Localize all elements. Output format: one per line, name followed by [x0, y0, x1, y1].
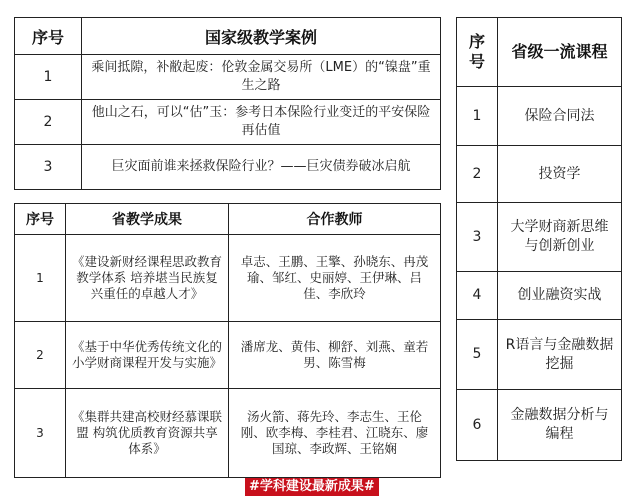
table-header-row: [15, 204, 441, 235]
provincial-first-class-courses-table: [456, 17, 622, 461]
table-row: [15, 55, 441, 100]
table-row: [457, 203, 622, 272]
table-header-row: [15, 18, 441, 55]
row-number: 1: [457, 87, 498, 146]
row-number: 6: [457, 390, 498, 461]
table-row: [15, 389, 441, 478]
course-title: R语言与金融数据挖掘: [498, 320, 622, 390]
table-row: [15, 145, 441, 190]
row-number: 3: [15, 145, 82, 190]
row-number: 5: [457, 320, 498, 390]
table-row: [457, 320, 622, 390]
table-row: [457, 390, 622, 461]
teacher-list: 卓志、王鹏、王擎、孙晓东、冉茂瑜、邹红、史丽婷、王伊琳、吕佳、李欣玲: [229, 235, 441, 322]
header-serial-number: 序号: [15, 18, 82, 55]
table-row: [15, 322, 441, 389]
case-title: 乘间抵隙，补敝起废：伦敦金属交易所（LME）的“镍盘”重生之路: [82, 55, 441, 100]
course-title: 保险合同法: [498, 87, 622, 146]
header-achievement: 省教学成果: [66, 204, 229, 235]
case-title: 巨灾面前谁来拯救保险行业？——巨灾债券破冰启航: [82, 145, 441, 190]
course-title: 投资学: [498, 146, 622, 203]
table-row: [15, 100, 441, 145]
table-row: [457, 87, 622, 146]
row-number: 1: [15, 55, 82, 100]
row-number: 2: [457, 146, 498, 203]
row-number: 3: [15, 389, 66, 478]
table-row: [457, 146, 622, 203]
course-title: 创业融资实战: [498, 272, 622, 320]
table-row: [457, 272, 622, 320]
header-serial-number: 序号: [457, 18, 498, 87]
table-row: [15, 235, 441, 322]
header-national-teaching-cases: 国家级教学案例: [82, 18, 441, 55]
national-teaching-cases-table: [14, 17, 441, 190]
teacher-list: 潘席龙、黄伟、柳舒、刘燕、童若男、陈雪梅: [229, 322, 441, 389]
teacher-list: 汤火箭、蒋先玲、李志生、王伦刚、欧李梅、李桂君、江晓东、廖国琼、李政辉、王铭娴: [229, 389, 441, 478]
achievement-title: 《建设新财经课程思政教育教学体系 培养堪当民族复兴重任的卓越人才》: [66, 235, 229, 322]
course-title: 金融数据分析与编程: [498, 390, 622, 461]
row-number: 1: [15, 235, 66, 322]
row-number: 3: [457, 203, 498, 272]
header-teachers: 合作教师: [229, 204, 441, 235]
course-title: 大学财商新思维与创新创业: [498, 203, 622, 272]
hashtag-label[interactable]: #学科建设最新成果#: [245, 478, 379, 496]
case-title: 他山之石，可以“估”玉：参考日本保险行业变迁的平安保险再估值: [82, 100, 441, 145]
row-number: 4: [457, 272, 498, 320]
header-first-class-courses: 省级一流课程: [498, 18, 622, 87]
row-number: 2: [15, 100, 82, 145]
achievement-title: 《集群共建高校财经慕课联盟 构筑优质教育资源共享体系》: [66, 389, 229, 478]
table-header-row: [457, 18, 622, 87]
header-serial-number: 序号: [15, 204, 66, 235]
row-number: 2: [15, 322, 66, 389]
provincial-teaching-achievements-table: [14, 203, 441, 478]
achievement-title: 《基于中华优秀传统文化的小学财商课程开发与实施》: [66, 322, 229, 389]
